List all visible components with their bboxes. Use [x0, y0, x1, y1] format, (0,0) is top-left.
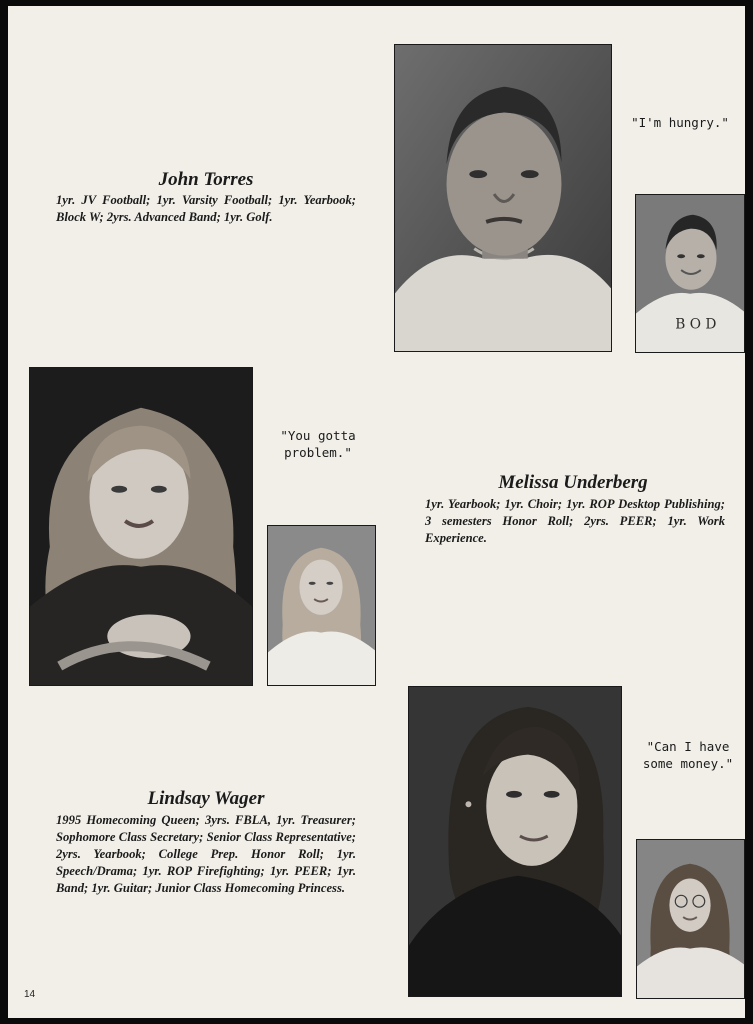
student-quote-lindsay-wager: "Can I have some money."	[642, 739, 734, 771]
student-bio-lindsay-wager: 1995 Homecoming Queen; 3yrs. FBLA, 1yr. Treasurer; Sophomore Class Secretary; Senior Class Representative; 2yrs. Yearbook; College Prep. Honor Roll; 1yr. Speech/Drama; 1yr. ROP Firefighting; 1yr. PEER; 1yr. Band; 1yr. Guitar; Junior Class Homecoming Princess.	[56, 813, 356, 895]
senior-portrait-melissa-underberg	[29, 367, 253, 686]
student-quote-john-torres: "I'm hungry."	[631, 115, 729, 130]
junior-photo-lindsay-wager	[636, 839, 745, 999]
yearbook-page	[8, 6, 745, 1018]
senior-portrait-john-torres	[394, 44, 612, 352]
student-bio-melissa-underberg: 1yr. Yearbook; 1yr. Choir; 1yr. ROP Desktop Publishing; 3 semesters Honor Roll; 2yrs. PEER; 1yr. Work Experience.	[425, 497, 725, 545]
shirt-print-text: B O D	[675, 316, 717, 333]
senior-portrait-lindsay-wager	[408, 686, 622, 997]
student-name-john-torres: John Torres	[158, 169, 254, 190]
student-name-melissa-underberg: Melissa Underberg	[498, 472, 648, 493]
junior-photo-melissa-underberg	[267, 525, 376, 686]
page-number: 14	[24, 989, 36, 1000]
student-bio-john-torres: 1yr. JV Football; 1yr. Varsity Football; 1yr. Yearbook; Block W; 2yrs. Advanced Band; 1yr. Golf.	[56, 193, 356, 224]
student-quote-melissa-underberg: "You gotta problem."	[280, 428, 356, 460]
junior-photo-john-torres	[635, 194, 745, 353]
student-name-lindsay-wager: Lindsay Wager	[147, 788, 265, 809]
